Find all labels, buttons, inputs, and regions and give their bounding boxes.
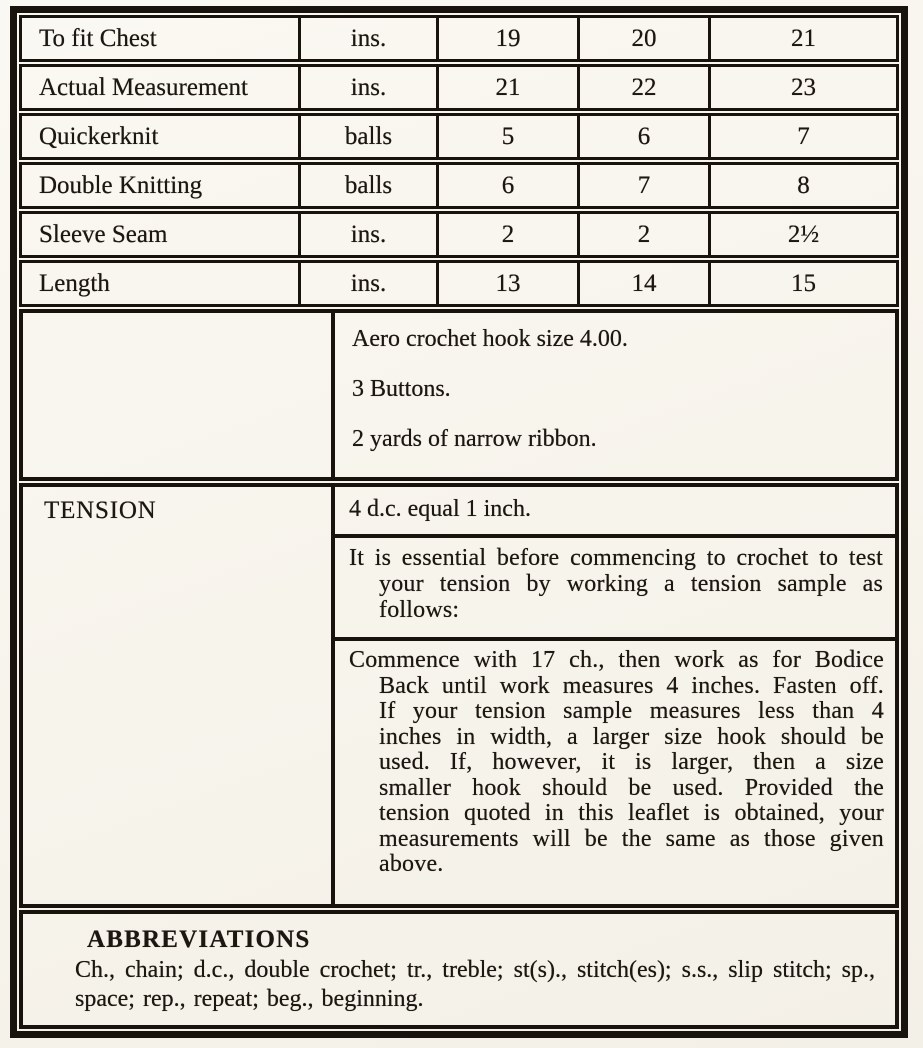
size-row-unit: ins.	[301, 67, 439, 108]
tension-note-text: It is essential before commencing to crochet to test your tension by working a tension sample as follows:	[349, 545, 883, 623]
size-row-value: 14	[580, 263, 711, 304]
size-row-value: 2	[580, 214, 711, 255]
tension-label: TENSION	[44, 497, 157, 524]
abbreviations-heading: ABBREVIATIONS	[87, 926, 311, 953]
size-row-value: 15	[791, 269, 816, 297]
size-table-row	[19, 162, 899, 209]
tension-content-column	[335, 487, 895, 904]
size-row-label: Quickerknit	[22, 116, 301, 157]
tension-instructions-text: Commence with 17 ch., then work as for Bodice Back until work measures 4 inches. Fasten off. If your tension sample measures less than 4 inches in width, a larger size hook should be used. If, however, it is larger, then a size smaller hook should be used. Provided the tension quoted in this leaflet is obtained, your measurements will be the same as those given above.	[349, 647, 884, 877]
size-table-row	[19, 113, 899, 160]
materials-list-cell	[335, 313, 895, 477]
materials-spacer-cell	[23, 313, 335, 477]
abbreviations-text: Ch., chain; d.c., double crochet; tr., treble; st(s)., stitch(es); s.s., slip stitch; sp., space; rep., repeat; beg., beginning.	[75, 957, 875, 1012]
size-row-value: 6	[580, 116, 711, 157]
size-table-row	[19, 15, 899, 62]
materials-item: 3 Buttons.	[352, 376, 451, 402]
size-row-value: 2	[439, 214, 580, 255]
size-row-value: 22	[580, 67, 711, 108]
size-row-label: Length	[22, 263, 301, 304]
size-row-value: 8	[797, 171, 810, 199]
size-row-value: 19	[439, 18, 580, 59]
materials-item: Aero crochet hook size 4.00.	[352, 326, 628, 352]
document-frame	[10, 6, 908, 1038]
tension-label-cell	[23, 487, 335, 904]
size-row-unit: ins.	[301, 263, 439, 304]
size-row-value: 23	[791, 73, 816, 101]
tension-gauge-cell	[335, 487, 895, 538]
tension-instructions-cell	[335, 641, 895, 904]
size-row-label: Sleeve Seam	[22, 214, 301, 255]
size-table-row	[19, 211, 899, 258]
size-row-value: 21	[439, 67, 580, 108]
size-row-unit: balls	[301, 116, 439, 157]
size-table-row	[19, 260, 899, 307]
materials-item: 2 yards of narrow ribbon.	[352, 426, 597, 452]
size-row-value: 7	[580, 165, 711, 206]
size-row-label: To fit Chest	[22, 18, 301, 59]
size-row-unit: balls	[301, 165, 439, 206]
tension-note-cell	[335, 538, 895, 641]
size-row-label: Actual Measurement	[22, 67, 301, 108]
size-row-unit: ins.	[301, 214, 439, 255]
tension-gauge-text: 4 d.c. equal 1 inch.	[349, 496, 531, 522]
tension-box	[19, 483, 899, 908]
size-row-value: 2½	[787, 220, 820, 248]
size-row-label: Double Knitting	[22, 165, 301, 206]
abbreviations-box	[19, 910, 899, 1029]
size-row-value: 7	[797, 122, 810, 150]
size-row-value: 6	[439, 165, 580, 206]
size-row-value: 21	[791, 24, 816, 52]
materials-box	[19, 309, 899, 481]
size-row-value: 13	[439, 263, 580, 304]
size-row-value: 20	[580, 18, 711, 59]
size-table-row	[19, 64, 899, 111]
size-row-unit: ins.	[301, 18, 439, 59]
size-row-value: 5	[439, 116, 580, 157]
